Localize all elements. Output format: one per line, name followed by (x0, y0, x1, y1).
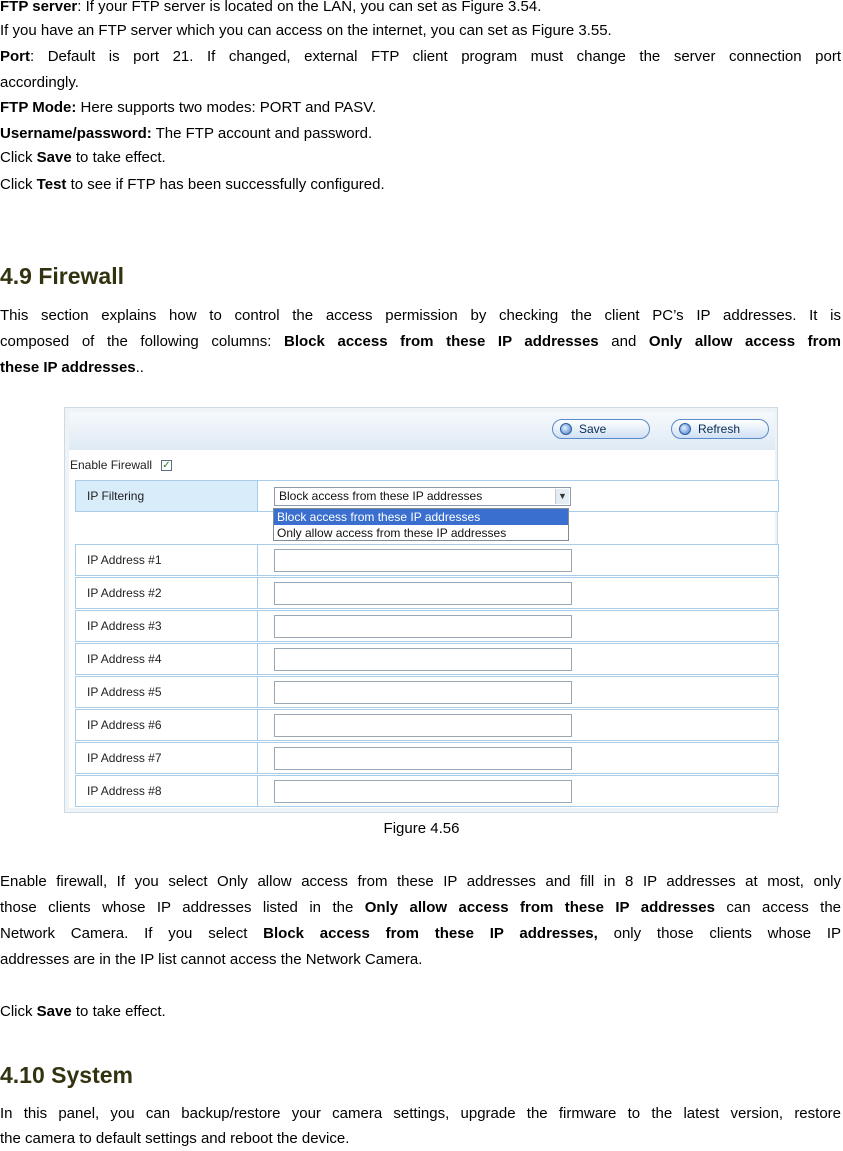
enable-firewall-checkbox[interactable]: ✓ (162, 460, 171, 471)
firewall-para-line2: those clients whose IP addresses listed in the Only allow access from these IP addresses can access the (0, 899, 841, 916)
ip-filtering-selected-value: Block access from these IP addresses (279, 489, 483, 503)
ip-address-label: IP Address #2 (76, 578, 258, 608)
firewall-para-line4: addresses are in the IP list cannot access the Network Camera. (0, 951, 423, 968)
ip-address-input-6[interactable] (274, 714, 572, 737)
ip-address-label: IP Address #5 (76, 677, 258, 707)
chevron-down-icon[interactable]: ▼ (555, 489, 569, 504)
firewall-settings-figure (64, 407, 778, 813)
ftp-mode-line: FTP Mode: Here supports two modes: PORT and PASV. (0, 99, 376, 116)
ip-address-label: IP Address #4 (76, 644, 258, 674)
firewall-para-line1: Enable firewall, If you select Only allow access from these IP addresses and fill in 8 IP addresses at most, only (0, 873, 841, 890)
click-save-line: Click Save to take effect. (0, 149, 166, 166)
ftp-internet-line: If you have an FTP server which you can access on the internet, you can set as Figure 3.55. (0, 22, 612, 39)
ip-address-input-5[interactable] (274, 681, 572, 704)
ip-filtering-dropdown-list (273, 508, 569, 541)
firewall-desc-line2: composed of the following columns: Block access from these IP addresses and Only allow access from (0, 333, 841, 350)
port-line: Port: Default is port 21. If changed, external FTP client program must change the server connection port (0, 48, 841, 65)
ip-address-input-3[interactable] (274, 615, 572, 638)
ip-filtering-label: IP Filtering (76, 481, 258, 511)
firewall-desc-line1: This section explains how to control the access permission by checking the client PC’s IP addresses. It is (0, 307, 841, 324)
ip-address-label: IP Address #1 (76, 545, 258, 575)
ip-address-row (75, 676, 779, 708)
system-heading: 4.10 System (0, 1062, 133, 1088)
refresh-button-label: Refresh (698, 422, 741, 436)
system-desc-line2: the camera to default settings and reboot the device. (0, 1130, 350, 1147)
figure-form-area (69, 450, 775, 808)
firewall-para-line3: Network Camera. If you select Block access from these IP addresses, only those clients whose IP (0, 925, 841, 942)
ip-address-row (75, 577, 779, 609)
save-button[interactable] (552, 419, 650, 439)
ip-address-input-8[interactable] (274, 780, 572, 803)
ftp-server-line: FTP server: If your FTP server is located on the LAN, you can set as Figure 3.54. (0, 0, 542, 15)
firewall-heading: 4.9 Firewall (0, 263, 125, 289)
save-button-label: Save (579, 422, 607, 436)
ip-address-input-7[interactable] (274, 747, 572, 770)
refresh-icon (679, 423, 691, 435)
ip-address-label: IP Address #8 (76, 776, 258, 806)
ip-address-input-1[interactable] (274, 549, 572, 572)
ip-address-row (75, 775, 779, 807)
click-test-line: Click Test to see if FTP has been successfully configured. (0, 176, 385, 193)
refresh-button[interactable] (671, 419, 769, 439)
figure-toolbar (69, 412, 775, 451)
ip-address-label: IP Address #7 (76, 743, 258, 773)
ip-address-label: IP Address #6 (76, 710, 258, 740)
figure-caption: Figure 4.56 (383, 820, 460, 837)
enable-firewall-label: Enable Firewall (70, 458, 153, 472)
dropdown-option[interactable]: Block access from these IP addresses (274, 509, 568, 525)
save-icon (560, 423, 572, 435)
firewall-desc-line3: these IP addresses.. (0, 359, 144, 376)
ip-address-row (75, 742, 779, 774)
firewall-click-save-line: Click Save to take effect. (0, 1003, 166, 1020)
ip-address-row (75, 709, 779, 741)
ip-address-row (75, 610, 779, 642)
port-line-continued: accordingly. (0, 74, 79, 91)
ip-filtering-select[interactable] (274, 487, 571, 506)
username-password-line: Username/password: The FTP account and password. (0, 125, 373, 142)
system-desc-line1: In this panel, you can backup/restore your camera settings, upgrade the firmware to the latest version, restore (0, 1105, 841, 1122)
ip-address-input-4[interactable] (274, 648, 572, 671)
ip-address-label: IP Address #3 (76, 611, 258, 641)
ip-address-input-2[interactable] (274, 582, 572, 605)
ip-address-row (75, 643, 779, 675)
dropdown-option[interactable]: Only allow access from these IP addresses (277, 526, 507, 540)
ip-address-row (75, 544, 779, 576)
